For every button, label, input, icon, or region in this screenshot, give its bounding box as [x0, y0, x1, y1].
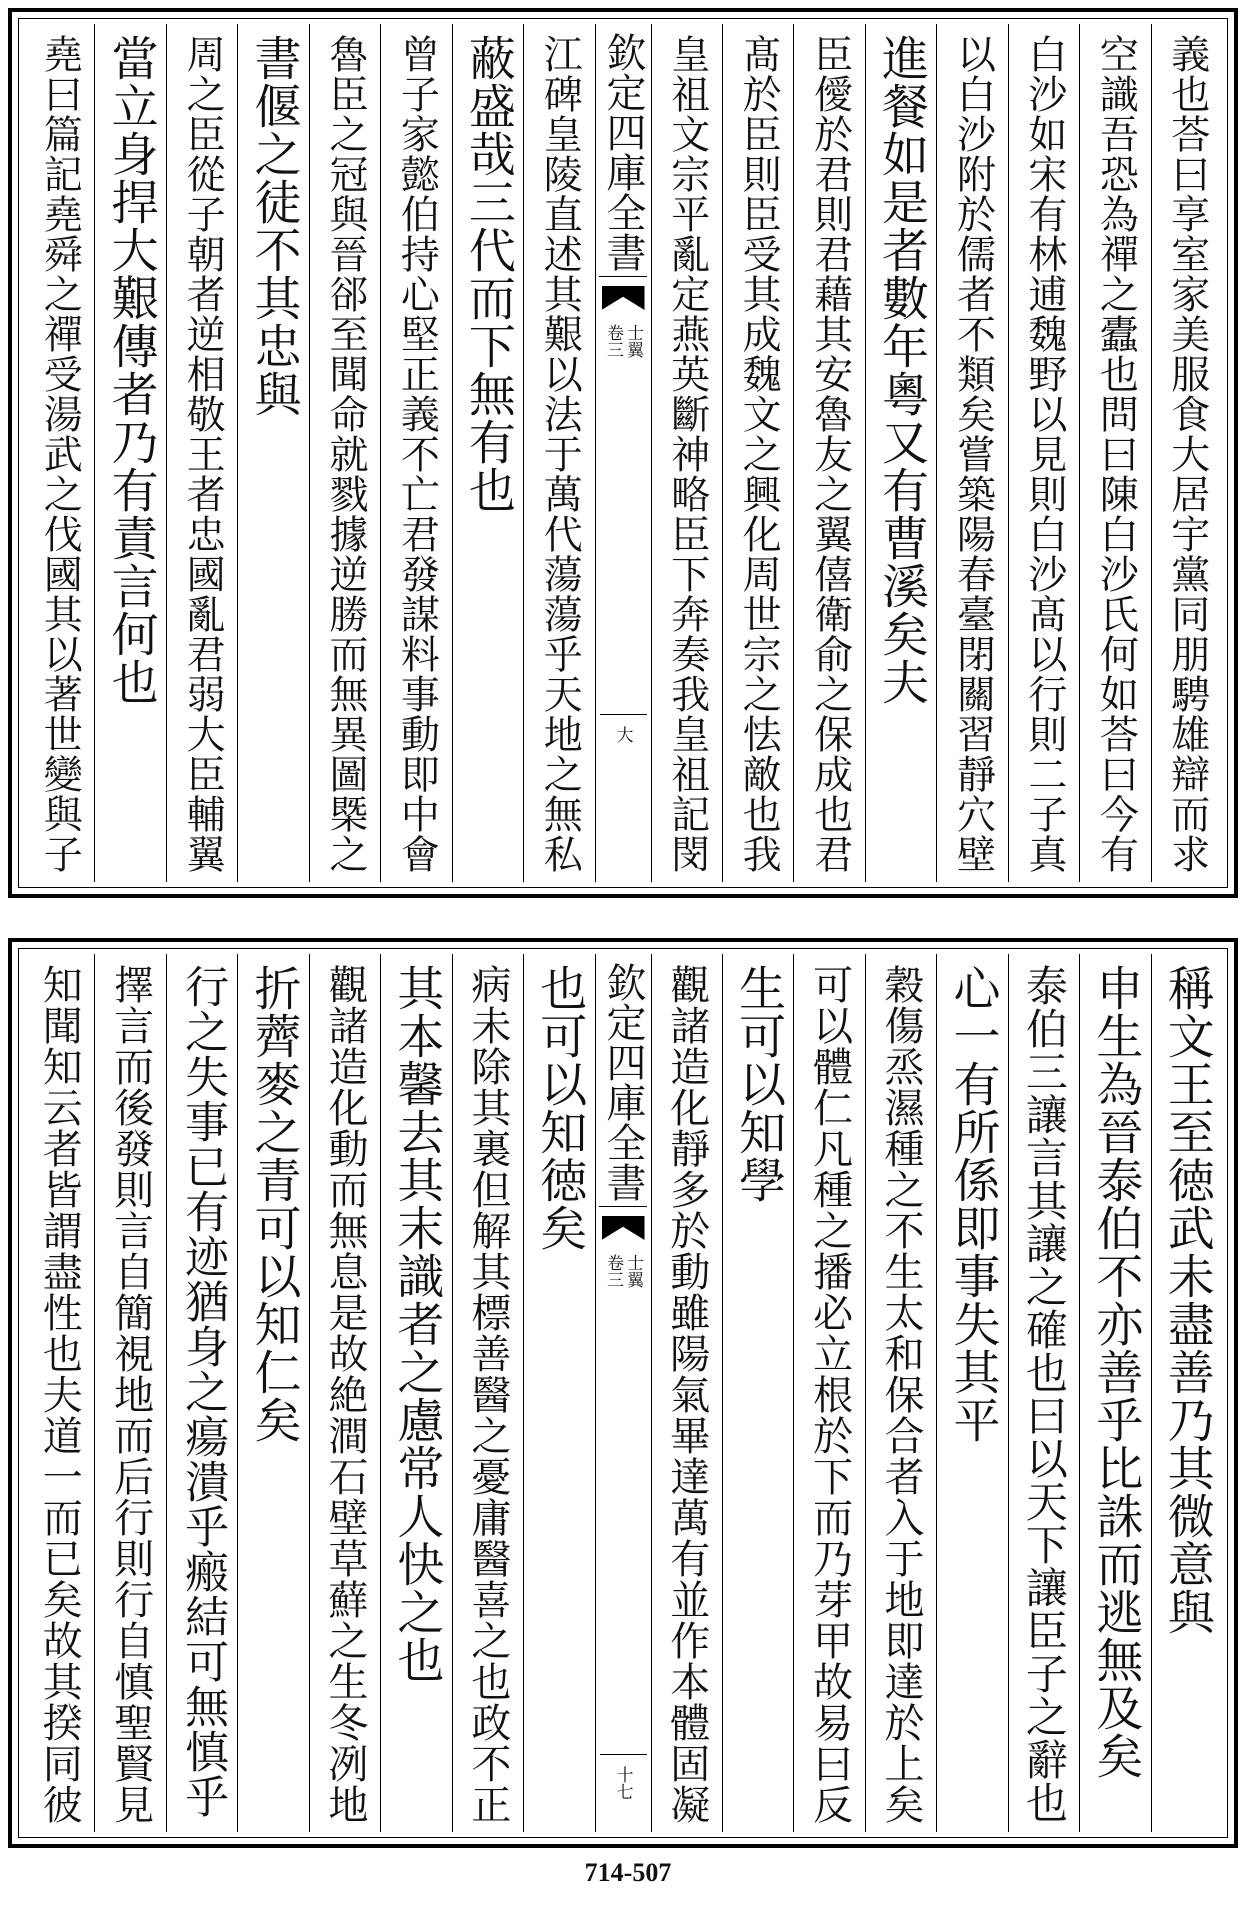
- column-text: 空識吾恐為禪之蠹也問曰陳白沙氏何如荅曰今有: [1093, 34, 1139, 874]
- text-column: [722, 24, 793, 882]
- text-column: [380, 24, 451, 882]
- column-text: 周之臣從子朝者逆相敬王者忠國亂君弱大臣輔翼: [180, 34, 226, 874]
- book-title: 欽定四庫全書: [599, 32, 647, 277]
- top-page: [8, 8, 1238, 898]
- text-column: [865, 954, 936, 1832]
- text-column: [237, 954, 308, 1832]
- column-text: 江碑皇陵直述其艱以法于萬代蕩蕩乎天地之無私: [537, 34, 583, 874]
- folio-number: 十七: [612, 1766, 633, 1800]
- chapter-label: [603, 1254, 643, 1288]
- text-column: [793, 24, 864, 882]
- column-text: 穀傷烝濕種之不生太和保合者入于地即達於上矣: [878, 964, 925, 1825]
- volume-label: 卷三: [603, 1254, 623, 1288]
- column-text: 申生為晉泰伯不亦善乎比誅而逃無及矣: [1088, 964, 1144, 1780]
- bottom-page: [8, 938, 1238, 1848]
- column-text: 折薺麥之青可以知仁矣: [246, 964, 302, 1444]
- column-text: 義也荅曰享室家美服食大居宇黨同朋騁雄辯而求: [1164, 34, 1210, 874]
- text-column: [1008, 954, 1079, 1832]
- column-text: 泰伯三讓言其讓之確也曰以天下讓臣子之辭也: [1019, 964, 1069, 1824]
- text-column: [865, 24, 936, 882]
- text-column: [651, 954, 722, 1832]
- center-fold: [595, 954, 651, 1832]
- text-column: [94, 954, 165, 1832]
- text-column: [936, 954, 1007, 1832]
- text-column: [651, 24, 722, 882]
- text-column: [166, 24, 237, 882]
- text-column: [452, 954, 523, 1832]
- text-column: [722, 954, 793, 1832]
- text-column: [166, 954, 237, 1832]
- column-text: 進餐如是者數年粵又有曹溪矣夫: [874, 34, 930, 706]
- text-column: [24, 954, 94, 1832]
- column-text: 觀諸造化靜多於動雖陽氣畢達萬有並作本體固凝: [663, 964, 710, 1825]
- text-column: [94, 24, 165, 882]
- column-text: 當立身捍大艱傳者乃有責言何也: [103, 34, 159, 706]
- column-text: 擇言而後發則言自簡視地而后行則行自慎聖賢見: [107, 964, 154, 1825]
- column-text: 也可以知徳矣: [532, 964, 588, 1252]
- center-fold: [595, 24, 651, 882]
- text-column: [309, 24, 380, 882]
- column-text: 髙於臣則臣受其成魏文之興化周世宗之怯敵也我: [736, 34, 782, 874]
- text-column: [936, 24, 1007, 882]
- column-text: 魯臣之冠與晉郤至聞命就戮據逆勝而無異圖槩之: [322, 34, 368, 874]
- top-columns: [24, 24, 1222, 882]
- text-column: [452, 24, 523, 882]
- volume-label: 卷三: [603, 324, 623, 358]
- text-column: [237, 24, 308, 882]
- text-column: [24, 24, 94, 882]
- column-text: 觀諸造化動而無息是故絶澗石壁草蘚之生冬冽地: [321, 964, 368, 1825]
- bottom-columns: [24, 954, 1222, 1832]
- text-column: [523, 954, 594, 1832]
- folio-rule: [600, 714, 647, 715]
- text-column: [1008, 24, 1079, 882]
- fishtail-mark: [602, 1216, 645, 1240]
- page-footer: 714-507: [584, 1858, 672, 1887]
- text-column: [1079, 954, 1150, 1832]
- folio-rule: [600, 1754, 647, 1755]
- book-subtitle: 士翼: [623, 1254, 643, 1288]
- column-text: 其本馨去其末識者之慮常人快之也: [389, 964, 445, 1684]
- column-text: 心一有所係即事失其平: [945, 964, 1001, 1444]
- text-column: [1151, 954, 1222, 1832]
- column-text: 生可以知學: [731, 964, 787, 1204]
- column-text: 蔽盛哉三代而下無有也: [460, 34, 516, 514]
- chapter-label: [603, 324, 643, 358]
- column-text: 皇祖文宗平亂定燕英斷神略臣下奔奏我皇祖記閔: [664, 34, 710, 874]
- text-column: [1079, 24, 1150, 882]
- column-text: 曾子家懿伯持心堅正義不亡君發謀料事動即中會: [394, 34, 440, 874]
- book-title: 欽定四庫全書: [599, 962, 647, 1207]
- column-text: 堯曰篇記堯舜之禪受湯武之伐國其以著世變與子: [37, 34, 83, 874]
- text-column: [380, 954, 451, 1832]
- column-text: 書偃之徒不其忠與: [246, 34, 302, 418]
- column-text: 知聞知云者皆謂盡性也夫道一而已矣故其揆同彼: [36, 964, 83, 1825]
- column-text: 稱文王至徳武未盡善乃其微意與: [1159, 964, 1215, 1636]
- fishtail-mark: [602, 286, 645, 310]
- column-text: 行之失事已有迹猶身之瘍潰乎瘢結可無慎乎: [177, 964, 229, 1819]
- column-text: 以白沙附於儒者不類矣嘗築陽春臺閉關習靜穴壁: [950, 34, 996, 874]
- text-column: [309, 954, 380, 1832]
- text-column: [1151, 24, 1222, 882]
- folio-number: 大: [612, 726, 633, 743]
- column-text: 臣僾於君則君藉其安魯友之翼僖衛俞之保成也君: [807, 34, 853, 874]
- column-text: 白沙如宋有林逋魏野以見則白沙髙以行則二子真: [1021, 34, 1067, 874]
- column-text: 可以體仁凡種之播必立根於下而乃芽甲故易曰反: [806, 964, 853, 1825]
- column-text: 病未除其裏但解其標善醫之憂庸醫喜之也政不正: [464, 964, 511, 1825]
- book-subtitle: 士翼: [623, 324, 643, 358]
- text-column: [793, 954, 864, 1832]
- text-column: [523, 24, 594, 882]
